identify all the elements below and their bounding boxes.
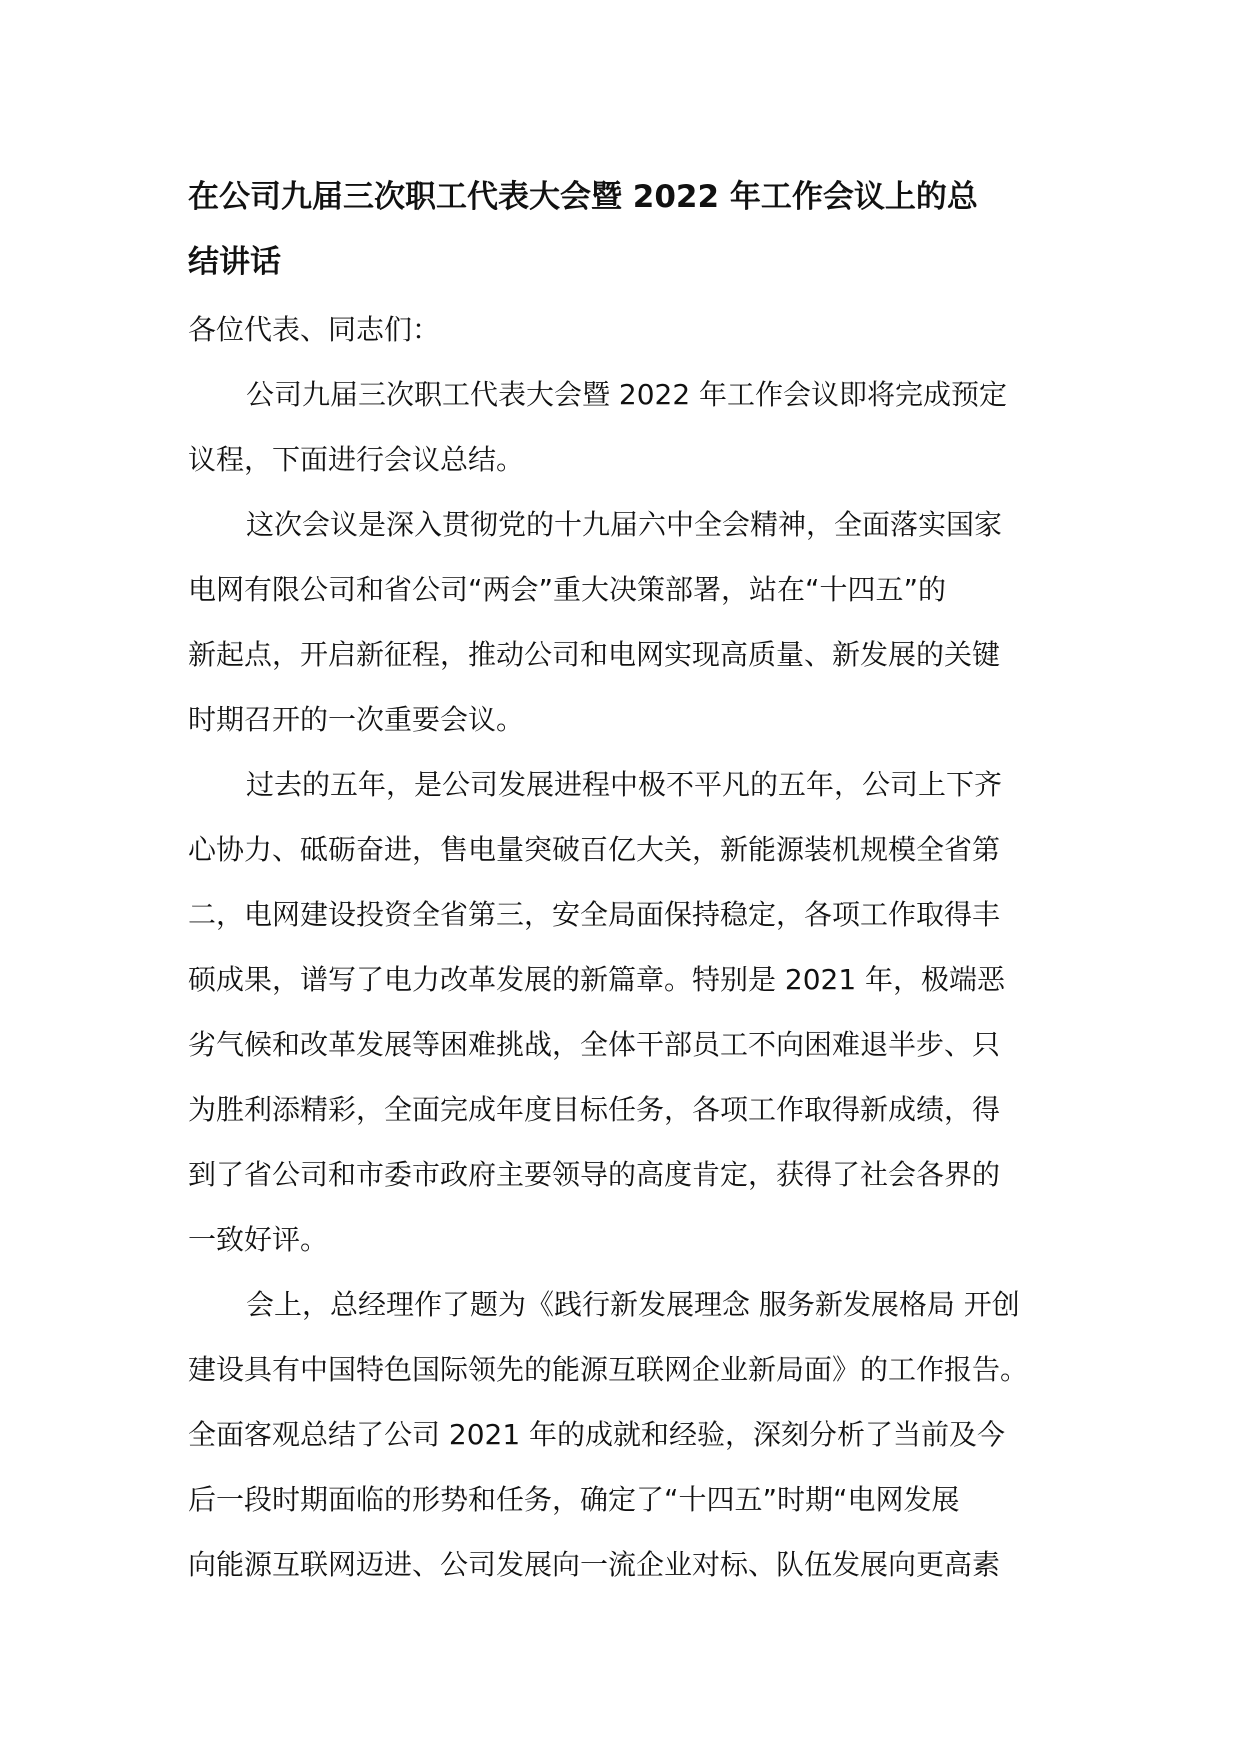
paragraph-line: 过去的五年，是公司发展进程中极不平凡的五年，公司上下齐 <box>246 768 1003 801</box>
paragraph-line: 电网有限公司和省公司“两会”重大决策部署，站在“十四五”的 <box>188 573 947 606</box>
paragraph-line: 向能源互联网迈进、公司发展向一流企业对标、队伍发展向更高素 <box>188 1548 1001 1581</box>
paragraph-line: 会上，总经理作了题为《践行新发展理念 服务新发展格局 开创 <box>246 1288 1020 1321</box>
paragraph-line: 这次会议是深入贯彻党的十九届六中全会精神，全面落实国家 <box>246 508 1003 541</box>
title-line: 结讲话 <box>188 244 281 280</box>
paragraph-line: 为胜利添精彩，全面完成年度目标任务，各项工作取得新成绩，得 <box>188 1093 1001 1126</box>
paragraph-line: 心协力、砥砺奋进，售电量突破百亿大关，新能源装机规模全省第 <box>188 833 1001 866</box>
paragraph-line: 一致好评。 <box>188 1223 329 1256</box>
paragraph-line: 建设具有中国特色国际领先的能源互联网企业新局面》的工作报告。 <box>188 1353 1029 1386</box>
paragraph-line: 新起点，开启新征程，推动公司和电网实现高质量、新发展的关键 <box>188 638 1001 671</box>
paragraph-line: 议程，下面进行会议总结。 <box>188 443 525 476</box>
paragraph-line: 到了省公司和市委市政府主要领导的高度肯定，获得了社会各界的 <box>188 1158 1001 1191</box>
paragraph-line: 公司九届三次职工代表大会暨 2022 年工作会议即将完成预定 <box>246 378 1008 411</box>
paragraph-line: 后一段时期面临的形势和任务，确定了“十四五”时期“电网发展 <box>188 1483 960 1516</box>
paragraph-1 <box>188 362 1064 492</box>
paragraph-line: 全面客观总结了公司 2021 年的成就和经验，深刻分析了当前及今 <box>188 1418 1006 1451</box>
document-title <box>188 165 1064 295</box>
paragraph-3 <box>188 752 1064 1272</box>
paragraph-line: 二，电网建设投资全省第三，安全局面保持稳定，各项工作取得丰 <box>188 898 1001 931</box>
paragraph-line: 劣气候和改革发展等困难挑战，全体干部员工不向困难退半步、只 <box>188 1028 1001 1061</box>
paragraph-2 <box>188 492 1064 752</box>
paragraph-line: 时期召开的一次重要会议。 <box>188 703 525 736</box>
paragraph-line: 硕成果，谱写了电力改革发展的新篇章。特别是 2021 年，极端恶 <box>188 963 1006 996</box>
document-body <box>188 165 1064 1597</box>
salutation: 各位代表、同志们： <box>188 313 441 346</box>
paragraph-4 <box>188 1272 1064 1597</box>
title-line: 在公司九届三次职工代表大会暨 2022 年工作会议上的总 <box>188 179 978 215</box>
